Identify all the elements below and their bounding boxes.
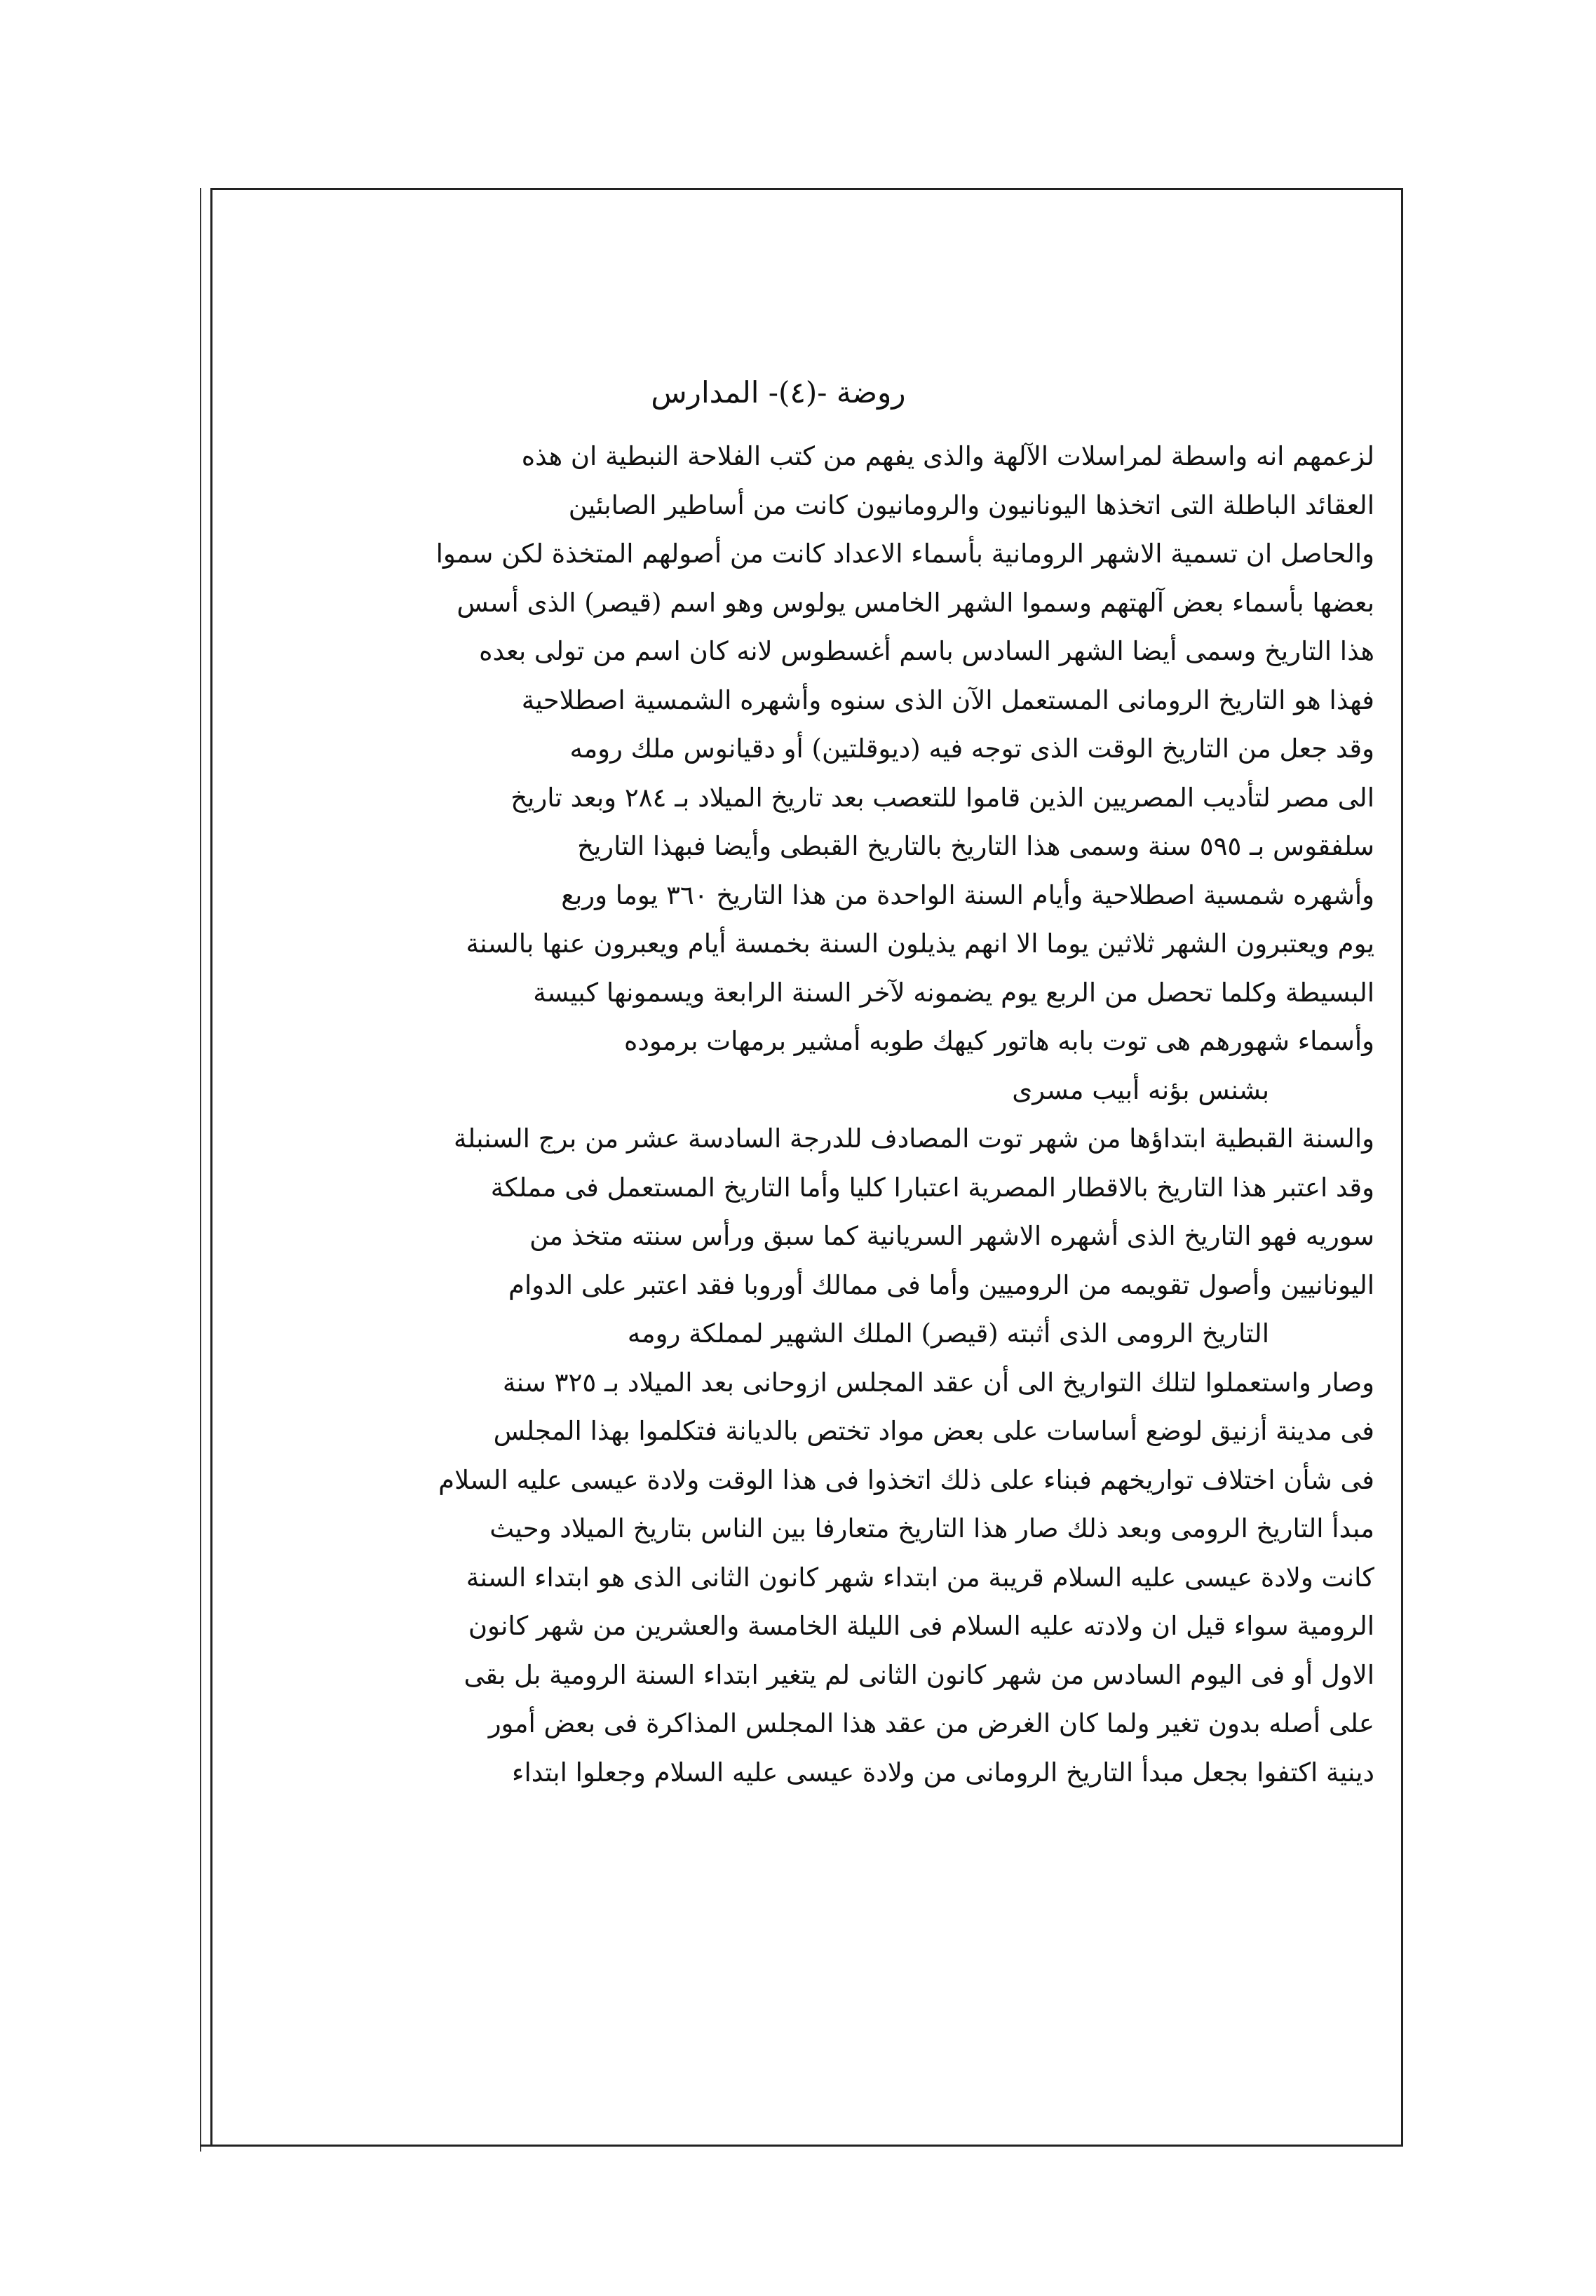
text-line: على أصله بدون تغير ولما كان الغرض من عقد هذا المجلس المذاكرة فى بعض أمور: [488, 1708, 1374, 1738]
text-line: والسنة القبطية ابتداؤها من شهر توت المصادف للدرجة السادسة عشر من برج السنبلة: [453, 1123, 1374, 1154]
text-line: البسيطة وكلما تحصل من الربع يوم يضمونه لآخر السنة الرابعة ويسمونها كبيسة: [533, 977, 1374, 1008]
page-frame-left-rule: [210, 188, 212, 2145]
text-line: مبدأ التاريخ الرومى وبعد ذلك صار هذا التاريخ متعارفا بين الناس بتاريخ الميلاد وحيث: [489, 1513, 1374, 1544]
text-line: هذا التاريخ وسمى أيضا الشهر السادس باسم أغسطوس لانه كان اسم من تولى بعده: [479, 636, 1374, 666]
text-line: كانت ولادة عيسى عليه السلام قريبة من ابتداء شهر كانون الثانى الذى هو ابتداء السنة: [466, 1562, 1374, 1593]
page-frame-bottom-rule: [200, 2145, 1403, 2147]
text-line: وصار واستعملوا لتلك التواريخ الى أن عقد المجلس ازوحانى بعد الميلاد بـ ٣٢٥ سنة: [502, 1367, 1374, 1398]
text-line: سوريه فهو التاريخ الذى أشهره الاشهر السريانية كما سبق ورأس سنته متخذ من: [529, 1221, 1374, 1251]
text-line: وأسماء شهورهم هى توت بابه هاتور كيهك طوبه أمشير برمهات برموده: [624, 1026, 1374, 1056]
page-frame-left-outer-rule: [200, 188, 201, 2152]
text-line: وأشهره شمسية اصطلاحية وأيام السنة الواحدة من هذا التاريخ ٣٦٠ يوما وربع: [561, 879, 1374, 910]
text-line: الاول أو فى اليوم السادس من شهر كانون الثانى لم يتغير ابتداء السنة الرومية بل بقى: [464, 1659, 1374, 1690]
text-line: وقد اعتبر هذا التاريخ بالاقطار المصرية اعتبارا كليا وأما التاريخ المستعمل فى مملكة: [490, 1172, 1374, 1203]
text-line: بعضها بأسماء بعض آلهتهم وسموا الشهر الخامس يولوس وهو اسم (قيصر) الذى أسس: [457, 587, 1374, 618]
page-frame-top-rule: [210, 188, 1401, 190]
text-line: فى شأن اختلاف تواريخهم فبناء على ذلك اتخذوا فى هذا الوقت ولادة عيسى عليه السلام: [438, 1464, 1374, 1495]
text-line: يوم ويعتبرون الشهر ثلاثين يوما الا انهم يذيلون السنة بخمسة أيام ويعبرون عنها بالسنة: [466, 928, 1374, 959]
text-line: وقد جعل من التاريخ الوقت الذى توجه فيه (ديوقلتين) أو دقيانوس ملك رومه: [569, 734, 1374, 764]
page-frame-right-rule: [1401, 188, 1403, 2145]
text-line: فى مدينة أزنيق لوضع أساسات على بعض مواد تختص بالديانة فتكلموا بهذا المجلس: [493, 1416, 1374, 1446]
text-line: لزعمهم انه واسطة لمراسلات الآلهة والذى يفهم من كتب الفلاحة النبطية ان هذه: [521, 441, 1374, 471]
text-line: العقائد الباطلة التى اتخذها اليونانيون والرومانيون كانت من أساطير الصابئين: [568, 489, 1374, 520]
text-line: والحاصل ان تسمية الاشهر الرومانية بأسماء الاعداد كانت من أصولهم المتخذة لكن سموا: [435, 539, 1374, 569]
text-line: الرومية سواء قيل ان ولادته عليه السلام فى الليلة الخامسة والعشرين من شهر كانون: [468, 1611, 1374, 1641]
body-text: [244, 432, 1374, 1797]
text-line: فهذا هو التاريخ الرومانى المستعمل الآن الذى سنوه وأشهره الشمسية اصطلاحية: [521, 684, 1374, 715]
running-head: روضة -(٤)- المدارس: [651, 375, 906, 410]
text-line: اليونانيين وأصول تقويمه من الروميين وأما فى ممالك أوروبا فقد اعتبر على الدوام: [508, 1269, 1374, 1300]
text-line: بشنس بؤنه أبيب مسرى: [1012, 1074, 1269, 1105]
text-line: دينية اكتفوا بجعل مبدأ التاريخ الرومانى من ولادة عيسى عليه السلام وجعلوا ابتداء: [512, 1757, 1374, 1788]
text-line: التاريخ الرومى الذى أثبته (قيصر) الملك الشهير لمملكة رومه: [627, 1318, 1269, 1349]
text-line: سلفقوس بـ ٥٩٥ سنة وسمى هذا التاريخ بالتاريخ القبطى وأيضا فبهذا التاريخ: [577, 831, 1374, 861]
text-line: الى مصر لتأديب المصريين الذين قاموا للتعصب بعد تاريخ الميلاد بـ ٢٨٤ وبعد تاريخ: [510, 782, 1374, 813]
